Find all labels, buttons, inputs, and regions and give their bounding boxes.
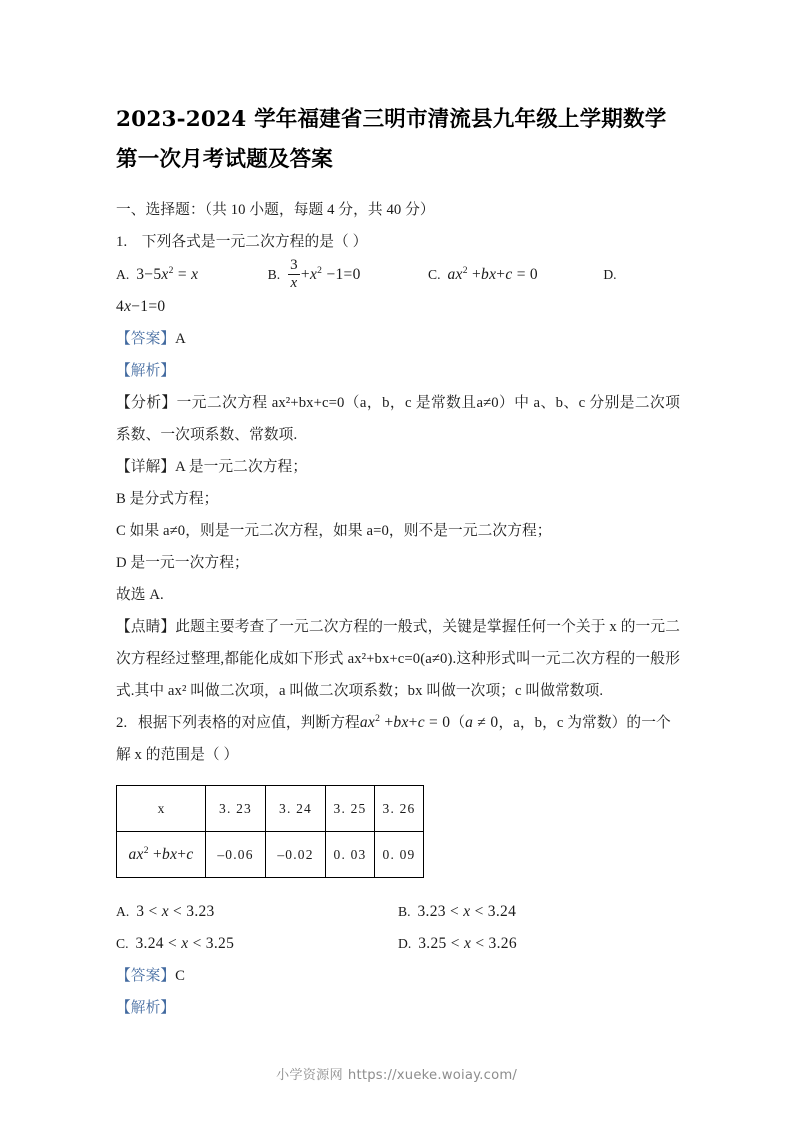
table-cell-x-2: 3. 24 [266,786,326,832]
choice-b-expression: $\frac{3}{x}$ $+x^2 -1=0$ [290,257,361,291]
question-2-choice-d [398,928,680,960]
question-1-analysis: 【分析】一元二次方程 ax²+bx+c=0（a，b，c 是常数且a≠0）中 a、b、c 分别是二次项系数、一次项系数、常数项. [116,395,680,444]
choice-letter-d: D. [398,936,412,952]
choice-d-expression: 4x−1=0 [116,298,166,316]
question-2-choice-a [116,896,398,928]
choice-letter-a: A. [116,266,130,282]
table-cell-x-1: 3. 23 [206,786,266,832]
choice-letter-d: D. [603,266,617,282]
value-table-wrapper [116,785,680,878]
table-cell-value-1: –0.06 [206,832,266,878]
footer-url: https://xueke.woiay.com/ [347,1068,518,1083]
answer-value: A [175,331,186,348]
question-1-number: 1. [116,234,128,250]
choice-letter-b: B. [398,904,411,920]
question-2-choices [116,896,680,960]
table-row [117,832,424,878]
choice-c-expression: 3.24 < x < 3.25 [135,935,235,953]
question-2-stem [116,707,680,739]
question-2-choice-b [398,896,680,928]
question-2-stem-text-2: （ [450,715,466,732]
question-1-detail-line-1: 【详解】A 是一元二次方程； [116,459,308,476]
question-1-explain-label: 【解析】 [116,363,176,380]
question-2-stem-text-1: 根据下列表格的对应值，判断方程 [138,715,360,732]
question-2-explain-label: 【解析】 [116,1000,176,1017]
question-1-stem [116,226,680,258]
question-2-equation: $ax^2 +bx+c = 0$ [359,713,451,732]
question-1-choice-d-wrap [116,291,680,323]
table-row-label-x: x [117,786,206,832]
section-heading: 一、选择题：（共 10 小题，每题 4 分，共 40 分） [116,202,435,218]
choice-b-expression: 3.23 < x < 3.24 [417,903,517,921]
choice-letter-c: C. [428,266,441,282]
table-cell-value-2: –0.02 [266,832,326,878]
question-1-stem-text: 下列各式是一元二次方程的是（ ） [141,234,368,250]
table-cell-value-4: 0. 09 [375,832,424,878]
choice-d-expression: 3.25 < x < 3.26 [418,935,517,953]
table-cell-x-4: 3. 26 [375,786,424,832]
document-content [116,100,680,1024]
question-1-choices [116,258,680,291]
question-2-stem-line2: 解 x 的范围是（ ） [116,747,239,764]
table-cell-value-3: 0. 03 [326,832,375,878]
question-1-detail-line-3: C 如果 a≠0，则是一元二次方程，如果 a=0，则不是一元二次方程； [116,523,552,540]
question-2-number: 2. [116,715,128,732]
answer-label: 【答案】 [116,331,176,348]
answer-value: C [175,968,186,985]
question-1-detail-line-4: D 是一元一次方程； [116,555,249,572]
question-1-insight: 【点睛】此题主要考查了一元二次方程的一般式，关键是掌握任何一个关于 x 的一元二次方程经过整理,都能化成如下形式 ax²+bx+c=0(a≠0).这种形式叫一元二次方程的一般形式.其中 ax² 叫做二次项，a 叫做二次项系数；bx 叫做一次项；c 叫做常数项. [116,619,680,700]
choice-letter-a: A. [116,904,130,920]
question-2-choices-row-2 [116,928,680,960]
question-1-detail-line-5: 故选 A. [116,587,164,604]
choice-letter-b: B. [267,266,281,282]
choice-c-expression: $ax^2 +bx+c = 0$ [447,264,538,283]
footer-site-name: 小学资源网 [275,1068,343,1083]
footer-watermark [0,1064,793,1083]
question-2-choice-c [116,928,398,960]
question-2-condition: a ≠ 0 [465,714,499,732]
question-1-detail-line-2: B 是分式方程； [116,491,219,508]
question-2-stem-text-3: ，a，b，c 为常数）的一个 [498,715,671,732]
table-row [117,786,424,832]
page-title: 2023-2024 学年福建省三明市清流县九年级上学期数学第一次月考试题及答案 [116,107,667,172]
answer-label: 【答案】 [116,968,176,985]
value-table [116,785,424,878]
question-2-choices-row-1 [116,896,680,928]
question-1-answer [116,323,680,355]
question-2-answer [116,960,680,992]
choice-a-expression: 3 < x < 3.23 [136,903,215,921]
table-cell-x-3: 3. 25 [326,786,375,832]
table-expression: $ax^2 +bx+c$ [128,844,194,863]
choice-a-expression: $3-5x^2 = x$ [136,264,199,283]
choice-letter-c: C. [116,936,129,952]
table-row-label-expression [117,832,206,878]
